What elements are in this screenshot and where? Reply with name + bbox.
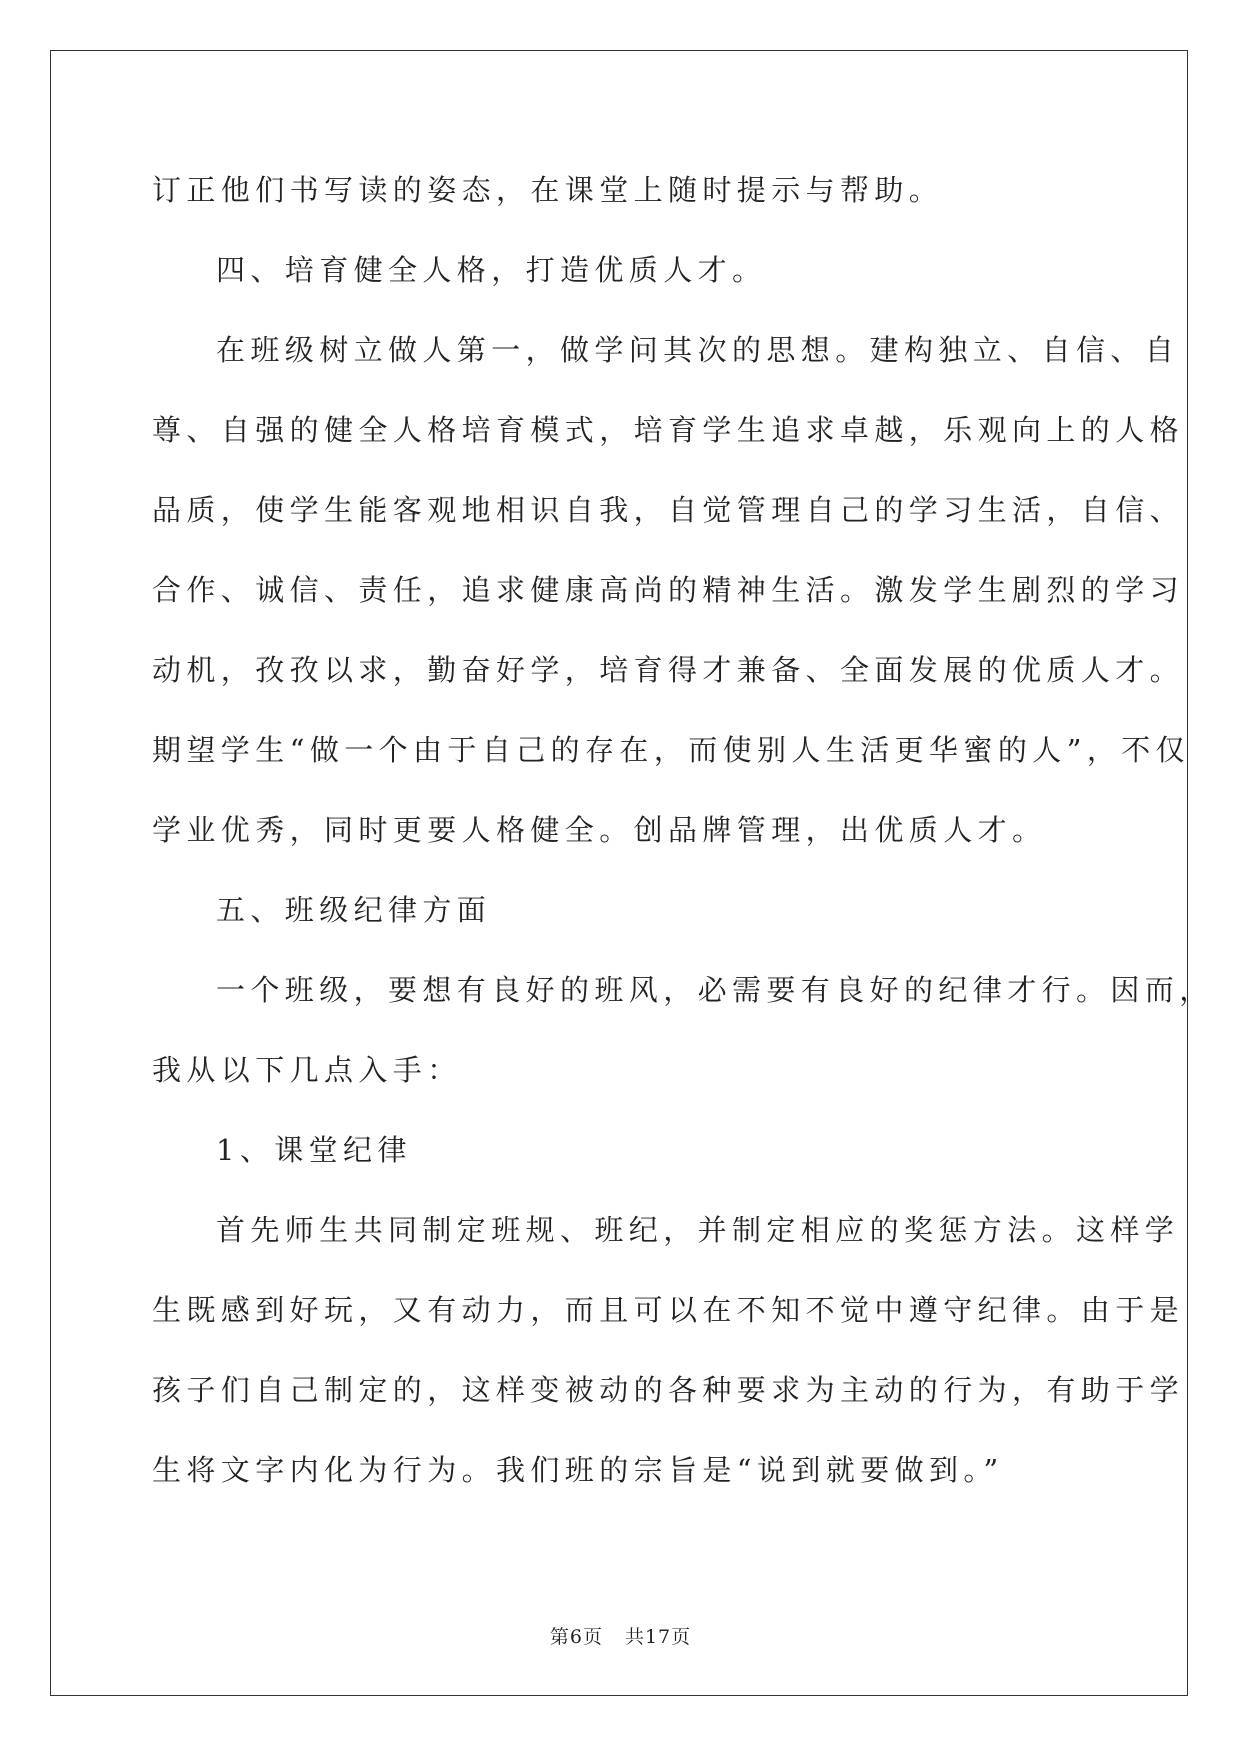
document-body [152,150,1214,1510]
text-line: 订正他们书写读的姿态，在课堂上随时提示与帮助。 [152,173,944,207]
text-line: 在班级树立做人第一，做学问其次的思想。建构独立、自信、自 [216,333,1180,367]
text-line: 期望学生“做一个由于自己的存在，而使别人生活更华蜜的人”，不仅 [152,733,1191,767]
section-heading: 五、班级纪律方面 [216,893,492,927]
text-line: 学业优秀，同时更要人格健全。创品牌管理，出优质人才。 [152,813,1047,847]
page-footer [0,1622,1241,1649]
text-line: 我从以下几点入手： [152,1053,462,1087]
page-number: 第6页 [549,1626,603,1648]
text-line: 首先师生共同制定班规、班纪，并制定相应的奖惩方法。这样学 [216,1213,1180,1247]
text-line: 生既感到好玩，又有动力，而且可以在不知不觉中遵守纪律。由于是 [152,1293,1185,1327]
text-line: 一个班级，要想有良好的班风，必需要有良好的纪律才行。因而， [216,973,1214,1007]
text-line: 孩子们自己制定的，这样变被动的各种要求为主动的行为，有助于学 [152,1373,1185,1407]
text-line: 动机，孜孜以求，勤奋好学，培育得才兼备、全面发展的优质人才。 [152,653,1185,687]
page-total: 共17页 [624,1626,692,1648]
subsection-heading: 1、课堂纪律 [216,1133,412,1167]
text-line: 尊、自强的健全人格培育模式，培育学生追求卓越，乐观向上的人格 [152,413,1185,447]
text-line: 合作、诚信、责任，追求健康高尚的精神生活。激发学生剧烈的学习 [152,573,1185,607]
section-heading: 四、培育健全人格，打造优质人才。 [216,253,767,287]
text-line: 生将文字内化为行为。我们班的宗旨是“说到就要做到。” [152,1453,1004,1487]
text-line: 品质，使学生能客观地相识自我，自觉管理自己的学习生活，自信、 [152,493,1185,527]
